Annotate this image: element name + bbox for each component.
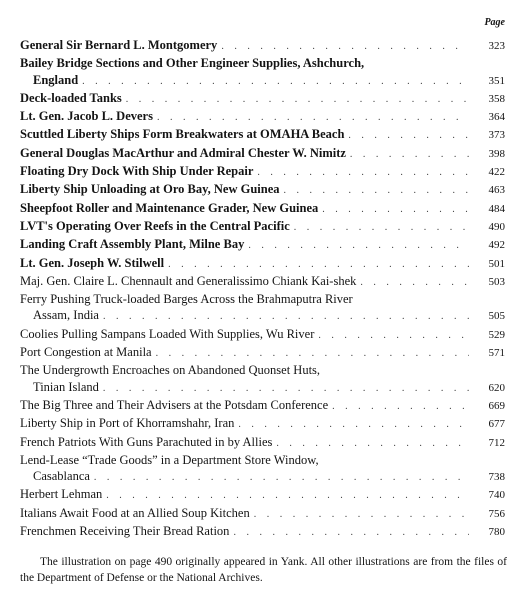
entry-title: Assam, India xyxy=(33,308,99,323)
entry-title-line xyxy=(20,163,505,181)
entry-title: Bailey Bridge Sections and Other Engineer Supplies, Ashchurch, xyxy=(20,56,365,71)
entry-title: Floating Dry Dock With Ship Under Repair xyxy=(20,164,254,179)
entry-title: General Sir Bernard L. Montgomery xyxy=(20,38,218,52)
page-column-header: Page xyxy=(484,17,505,28)
entry-title-line xyxy=(20,181,505,199)
entry-title-line xyxy=(20,37,505,55)
list-item xyxy=(20,415,505,433)
list-item xyxy=(20,108,505,126)
entry-title-line xyxy=(20,344,505,362)
leader-dots xyxy=(294,220,469,236)
entry-title-line xyxy=(20,397,505,415)
entry-title: Italians Await Food at an Allied Soup Kitchen xyxy=(20,505,250,520)
illustration-credit-note: The illustration on page 490 originally appeared in Yank. All other illustrations are from the files of the Department of Defense or the National Archives. xyxy=(20,555,507,584)
leader-dots xyxy=(350,147,469,163)
list-item xyxy=(20,255,505,273)
entry-title-line xyxy=(20,255,505,273)
entry-title-line xyxy=(20,108,505,126)
list-item xyxy=(20,326,505,344)
entry-title-line xyxy=(20,452,505,468)
entry-title-line xyxy=(20,434,505,452)
leader-dots xyxy=(254,507,469,523)
page-number: 756 xyxy=(488,507,505,520)
page-number: 529 xyxy=(488,328,505,341)
leader-dots xyxy=(248,238,469,254)
entry-title: Ferry Pushing Truck-loaded Barges Across the Brahmaputra River xyxy=(20,292,353,307)
page-number: 484 xyxy=(488,202,505,215)
entry-title-line xyxy=(20,291,505,307)
page-number: 373 xyxy=(488,129,505,142)
entry-title: Herbert Lehman xyxy=(20,487,103,502)
leader-dots xyxy=(348,128,469,144)
illustrations-list xyxy=(20,37,505,541)
entry-title: The Big Three and Their Advisers at the Potsdam Conference xyxy=(20,397,329,412)
list-item xyxy=(20,200,505,218)
list-item xyxy=(20,505,505,523)
entry-continuation-line xyxy=(20,379,505,397)
entry-title-line xyxy=(20,505,505,523)
page-number: 740 xyxy=(488,489,505,502)
entry-title-line xyxy=(20,90,505,108)
page-number: 323 xyxy=(488,40,505,52)
entry-title-line xyxy=(20,523,505,541)
leader-dots xyxy=(318,328,469,344)
entry-title: Port Congestion at Manila xyxy=(20,345,152,360)
entry-title: Frenchmen Receiving Their Bread Ration xyxy=(20,524,230,539)
entry-title: England xyxy=(33,72,79,87)
list-item xyxy=(20,362,505,397)
list-item xyxy=(20,397,505,415)
page-number: 505 xyxy=(488,310,505,323)
leader-dots xyxy=(276,436,469,452)
entry-title-line xyxy=(20,145,505,163)
leader-dots xyxy=(221,39,469,55)
entry-title-line xyxy=(20,273,505,291)
list-item xyxy=(20,218,505,236)
list-item xyxy=(20,486,505,504)
page-number: 503 xyxy=(488,275,505,288)
entry-title: LVT's Operating Over Reefs in the Central Pacific xyxy=(20,218,290,233)
entry-title-line xyxy=(20,415,505,433)
entry-title: Sheepfoot Roller and Maintenance Grader, New Guinea xyxy=(20,200,319,215)
entry-title-line xyxy=(20,55,505,71)
list-item xyxy=(20,291,505,326)
entry-title-line xyxy=(20,362,505,378)
page-number: 492 xyxy=(488,239,505,252)
list-item xyxy=(20,90,505,108)
list-item xyxy=(20,344,505,362)
entry-title: Scuttled Liberty Ships Form Breakwaters at OMAHA Beach xyxy=(20,127,345,142)
page-number: 620 xyxy=(488,381,505,394)
entry-continuation-line xyxy=(20,72,505,90)
leader-dots xyxy=(106,488,469,504)
list-item xyxy=(20,163,505,181)
leader-dots xyxy=(322,202,469,218)
leader-dots xyxy=(157,110,469,126)
entry-title-line xyxy=(20,486,505,504)
leader-dots xyxy=(103,381,469,397)
list-item xyxy=(20,126,505,144)
leader-dots xyxy=(82,74,469,90)
leader-dots xyxy=(94,470,469,486)
leader-dots xyxy=(238,417,469,433)
entry-title: Coolies Pulling Sampans Loaded With Supplies, Wu River xyxy=(20,326,315,341)
page-number: 501 xyxy=(488,257,505,270)
entry-title: Maj. Gen. Claire L. Chennault and Generalissimo Chiank Kai-shek xyxy=(20,273,357,288)
leader-dots xyxy=(233,525,469,541)
entry-title: Liberty Ship Unloading at Oro Bay, New Guinea xyxy=(20,182,280,197)
entry-title-line xyxy=(20,326,505,344)
page-number: 351 xyxy=(488,74,505,87)
page-number: 398 xyxy=(488,147,505,160)
entry-title: Casablanca xyxy=(33,469,90,484)
page-number: 358 xyxy=(488,92,505,105)
list-item xyxy=(20,434,505,452)
page-number: 463 xyxy=(488,184,505,197)
page-number: 571 xyxy=(488,347,505,360)
entry-title-line xyxy=(20,236,505,254)
page-number: 712 xyxy=(488,436,505,449)
entry-title: Deck-loaded Tanks xyxy=(20,90,122,105)
entry-title-line xyxy=(20,218,505,236)
page-number: 422 xyxy=(488,166,505,179)
entry-title: Landing Craft Assembly Plant, Milne Bay xyxy=(20,237,245,252)
list-item xyxy=(20,145,505,163)
list-item xyxy=(20,55,505,90)
list-item xyxy=(20,523,505,541)
page-number: 677 xyxy=(488,418,505,431)
entry-title-line xyxy=(20,126,505,144)
list-item xyxy=(20,452,505,487)
entry-title: Liberty Ship in Port of Khorramshahr, Iran xyxy=(20,416,235,431)
entry-title: Tinian Island xyxy=(33,379,99,394)
leader-dots xyxy=(257,165,469,181)
leader-dots xyxy=(126,92,469,108)
list-item xyxy=(20,37,505,55)
entry-title: The Undergrowth Encroaches on Abandoned Quonset Huts, xyxy=(20,363,321,378)
entry-title-line xyxy=(20,200,505,218)
leader-dots xyxy=(332,399,469,415)
page-number: 738 xyxy=(488,471,505,484)
page-number: 490 xyxy=(488,220,505,233)
entry-title: French Patriots With Guns Parachuted in by Allies xyxy=(20,434,273,449)
page-number: 780 xyxy=(488,526,505,539)
entry-title: Lend-Lease “Trade Goods” in a Department Store Window, xyxy=(20,452,319,467)
list-item xyxy=(20,236,505,254)
list-item xyxy=(20,273,505,291)
leader-dots xyxy=(156,346,469,362)
page-number: 364 xyxy=(488,111,505,124)
leader-dots xyxy=(103,309,469,325)
entry-continuation-line xyxy=(20,307,505,325)
entry-title: Lt. Gen. Joseph W. Stilwell xyxy=(20,255,165,270)
leader-dots xyxy=(168,257,469,273)
page-number: 669 xyxy=(488,399,505,412)
leader-dots xyxy=(360,275,469,291)
leader-dots xyxy=(284,183,469,199)
entry-continuation-line xyxy=(20,468,505,486)
entry-title: Lt. Gen. Jacob L. Devers xyxy=(20,109,153,124)
entry-title: General Douglas MacArthur and Admiral Chester W. Nimitz xyxy=(20,145,346,160)
list-item xyxy=(20,181,505,199)
